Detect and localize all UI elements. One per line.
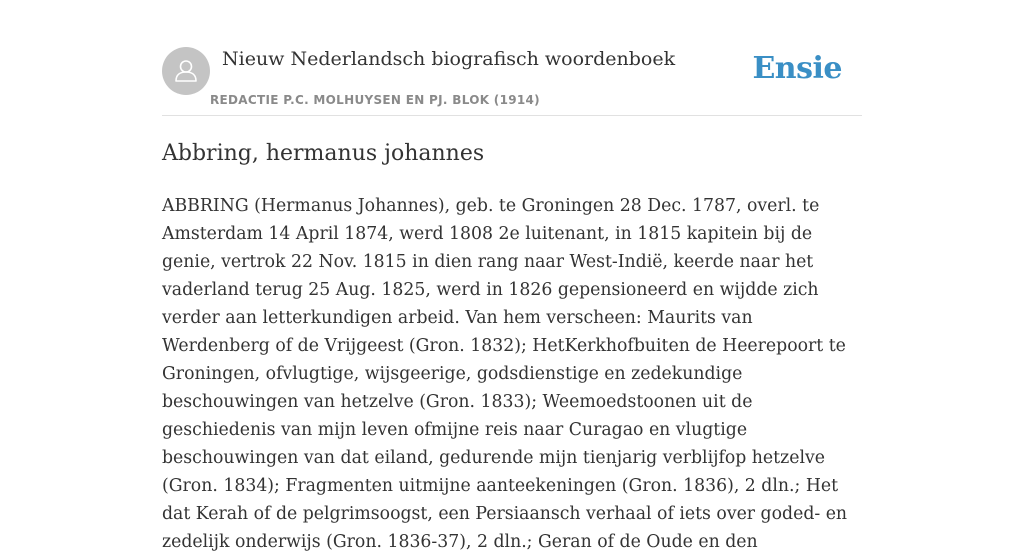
book-title[interactable]: Nieuw Nederlandsch biografisch woordenboek bbox=[222, 48, 676, 70]
user-outline-icon bbox=[162, 47, 210, 95]
book-header bbox=[162, 0, 862, 116]
user-avatar-icon[interactable] bbox=[162, 47, 210, 95]
article-body: ABBRING (Hermanus Johannes), geb. te Groningen 28 Dec. 1787, overl. te Amsterdam 14 April 1874, werd 1808 2e luitenant, in 1815 kapitein bij de genie, vertrok 22 Nov. 1815 in dien rang naar West-Indië, keerde naar het vaderland terug 25 Aug. 1825, werd in 1826 gepensioneerd en wijdde zich verder aan letterkundigen arbeid. Van hem verscheen: Maurits van Werdenberg of de Vrijgeest (Gron. 1832); HetKerkhofbuiten de Heerepoort te Groningen, ofvlugtige, wijsgeerige, godsdienstige en zedekundige beschouwingen van hetzelve (Gron. 1833); Weemoedstoonen uit de geschiedenis van mijn leven ofmijne reis naar Curagao en vlugtige beschouwingen van dat eiland, gedurende mijn tienjarig verblijfop hetzelve (Gron. 1834); Fragmenten uitmijne aanteekeningen (Gron. 1836), 2 dln.; Het dat Kerah of de pelgrimsoogst, een Persiaansch verhaal of iets over goded- en zedelijk onderwijs (Gron. 1836-37), 2 dln.; Geran of de Oude en den bbox=[162, 196, 848, 552]
article-title: Abbring, hermanus johannes bbox=[162, 141, 485, 166]
page bbox=[162, 0, 862, 552]
book-editors: REDACTIE P.C. MOLHUYSEN EN PJ. BLOK (1914) bbox=[210, 93, 540, 107]
ensie-logo[interactable]: Ensie bbox=[752, 51, 842, 86]
